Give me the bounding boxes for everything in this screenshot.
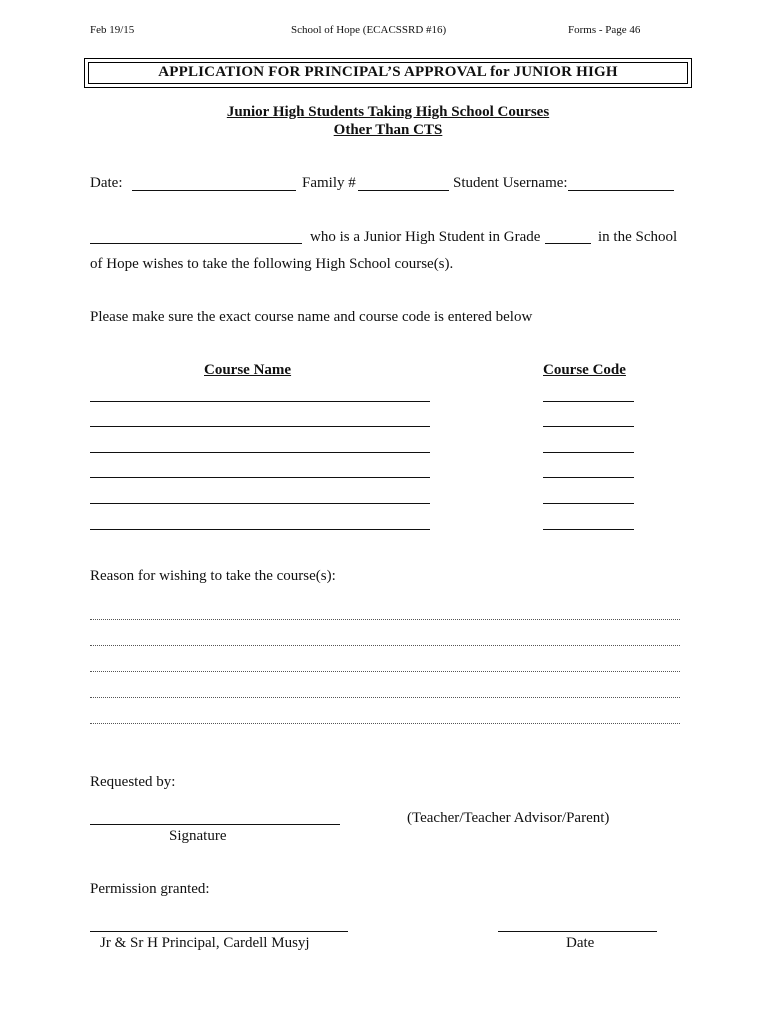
instruction-text: Please make sure the exact course name and course code is entered below <box>90 309 533 325</box>
course-code-field-5[interactable] <box>543 503 634 504</box>
course-code-field-6[interactable] <box>543 529 634 530</box>
principal-signature-field[interactable] <box>90 931 348 932</box>
title-box <box>84 58 692 88</box>
header-date: Feb 19/15 <box>90 24 135 36</box>
course-code-field-3[interactable] <box>543 452 634 453</box>
subtitle-line-2: Other Than CTS <box>333 122 443 138</box>
signature-caption: Signature <box>169 828 227 844</box>
reason-line-5[interactable] <box>90 723 680 724</box>
date-label: Date: <box>90 175 123 191</box>
reason-label: Reason for wishing to take the course(s): <box>90 568 336 584</box>
requester-role: (Teacher/Teacher Advisor/Parent) <box>407 810 610 826</box>
requested-by-label: Requested by: <box>90 774 176 790</box>
reason-line-4[interactable] <box>90 697 680 698</box>
student-username-label: Student Username: <box>453 175 568 191</box>
reason-line-2[interactable] <box>90 645 680 646</box>
grade-field[interactable] <box>545 243 591 244</box>
course-name-field-2[interactable] <box>90 426 430 427</box>
course-name-field-4[interactable] <box>90 477 430 478</box>
date-field[interactable] <box>132 190 296 191</box>
requester-signature-field[interactable] <box>90 824 340 825</box>
student-name-field[interactable] <box>90 243 302 244</box>
course-name-field-5[interactable] <box>90 503 430 504</box>
course-name-field-3[interactable] <box>90 452 430 453</box>
statement-line-2: of Hope wishes to take the following High School course(s). <box>90 256 454 272</box>
course-code-heading: Course Code <box>543 362 626 378</box>
subtitle-line-1: Junior High Students Taking High School Courses <box>226 104 550 120</box>
course-code-field-4[interactable] <box>543 477 634 478</box>
header-page: Forms - Page 46 <box>568 24 641 36</box>
family-label: Family # <box>302 175 356 191</box>
family-number-field[interactable] <box>358 190 449 191</box>
reason-line-1[interactable] <box>90 619 680 620</box>
course-name-heading: Course Name <box>204 362 292 378</box>
course-code-field-1[interactable] <box>543 401 634 402</box>
course-name-field-6[interactable] <box>90 529 430 530</box>
statement-part-2: in the School <box>598 229 678 245</box>
permission-granted-label: Permission granted: <box>90 881 210 897</box>
course-name-field-1[interactable] <box>90 401 430 402</box>
form-title: APPLICATION FOR PRINCIPAL’S APPROVAL for JUNIOR HIGH <box>158 64 618 80</box>
statement-part-1: who is a Junior High Student in Grade <box>310 229 541 245</box>
reason-line-3[interactable] <box>90 671 680 672</box>
date-caption: Date <box>566 935 595 951</box>
course-code-field-2[interactable] <box>543 426 634 427</box>
student-username-field[interactable] <box>568 190 674 191</box>
permission-date-field[interactable] <box>498 931 657 932</box>
principal-caption: Jr & Sr H Principal, Cardell Musyj <box>100 935 310 951</box>
header-school: School of Hope (ECACSSRD #16) <box>291 24 447 36</box>
